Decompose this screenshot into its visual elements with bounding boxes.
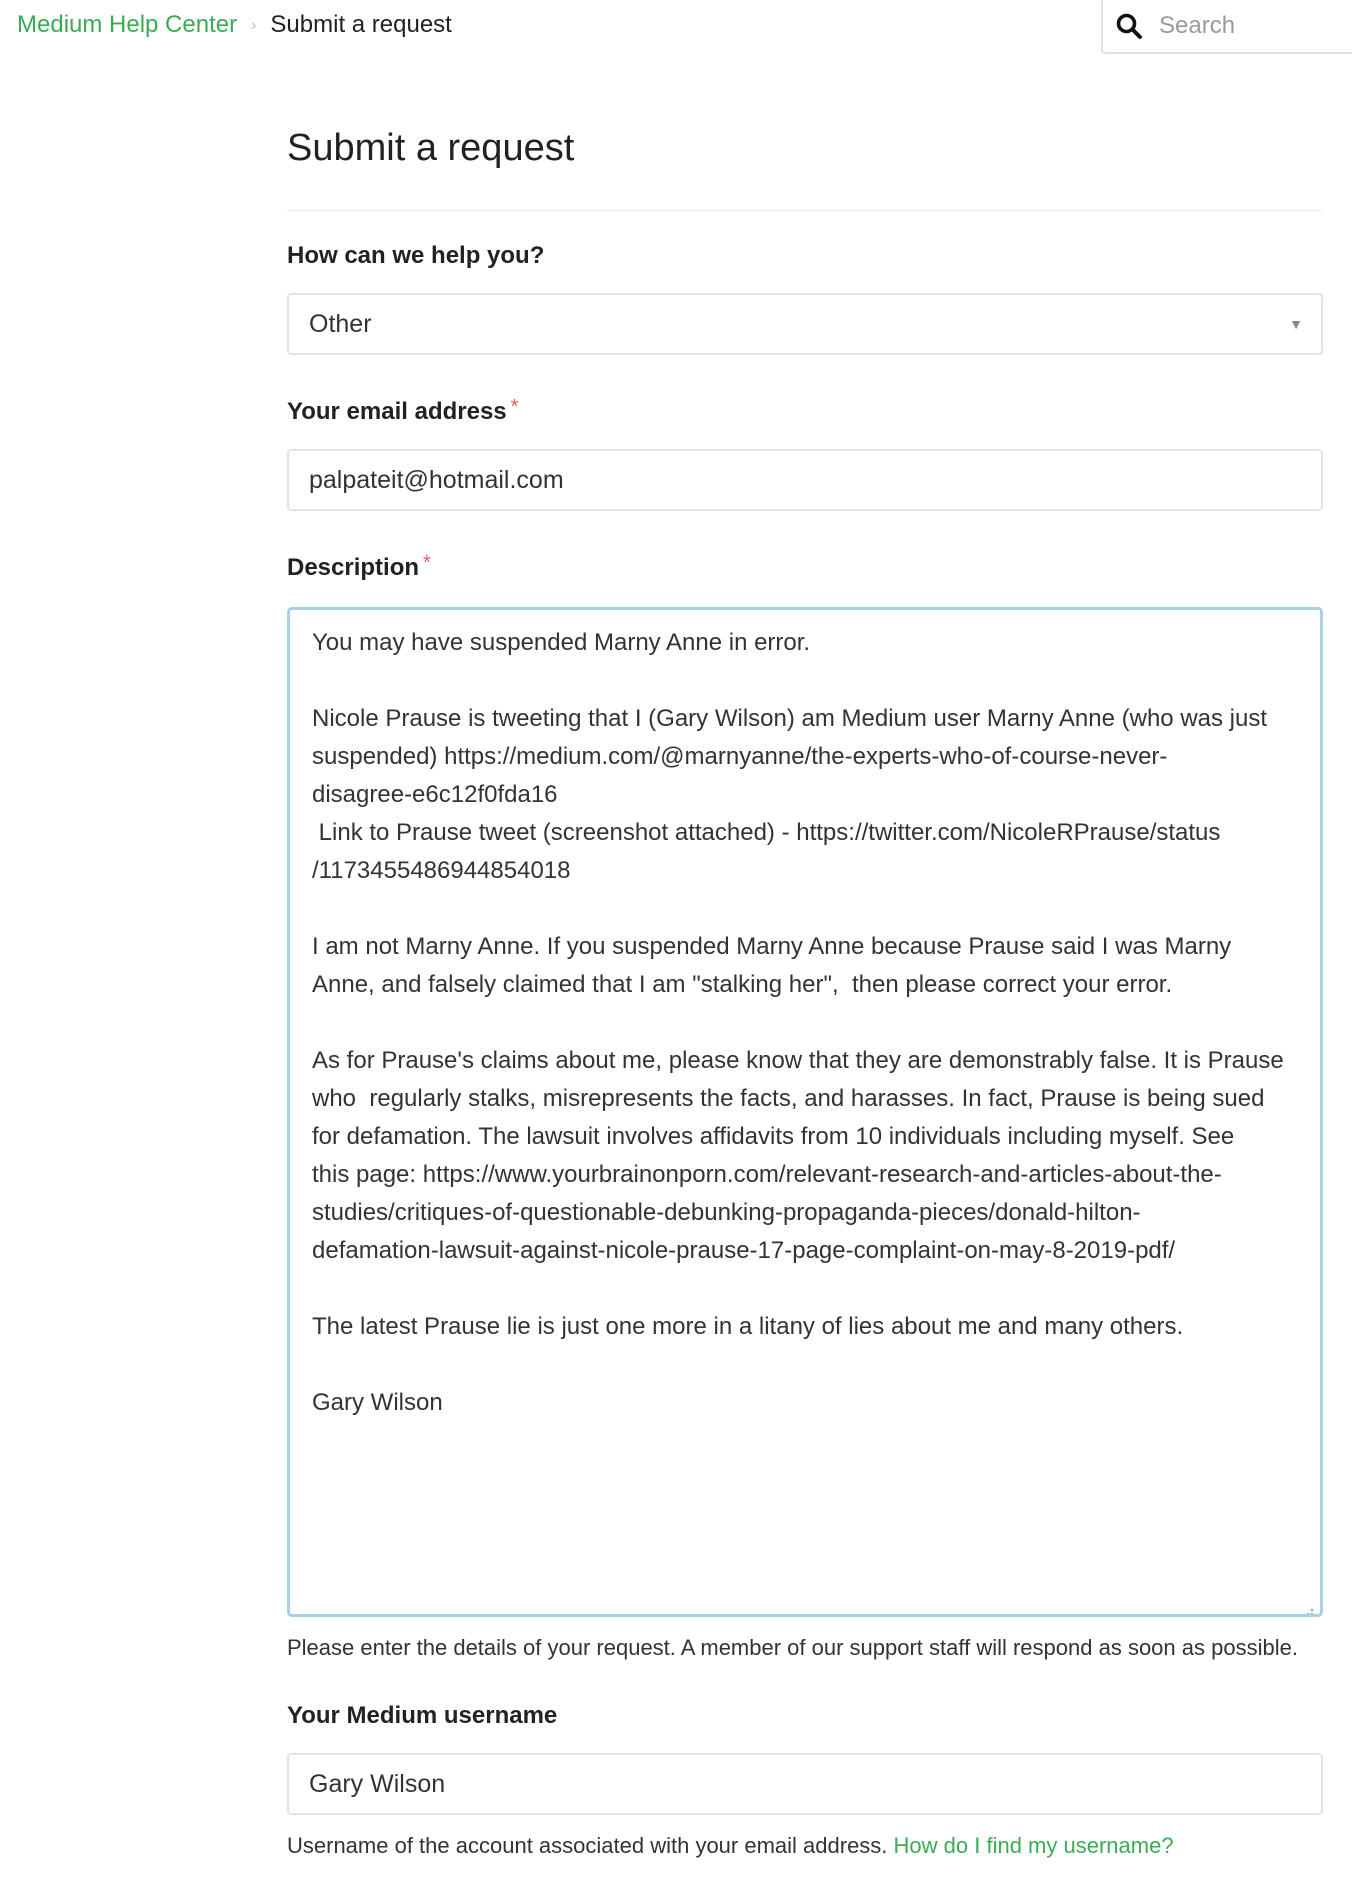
help-topic-label — [287, 241, 1323, 271]
breadcrumb-home-link[interactable]: Medium Help Center — [17, 11, 238, 38]
required-marker: * — [510, 396, 519, 418]
description-hint: Please enter the details of your request. A member of our support staff will respond as soon as possible. — [287, 1635, 1298, 1660]
description-line: You may have suspended Marny Anne in error. — [312, 629, 811, 656]
help-topic-select[interactable] — [287, 293, 1323, 355]
description-line: defamation-lawsuit-against-nicole-prause-17-page-complaint-on-may-8-2019-pdf/ — [312, 1237, 1176, 1264]
search-icon — [1115, 12, 1143, 40]
description-label — [287, 553, 1323, 583]
help-topic-label-text: How can we help you? — [287, 242, 545, 269]
description-line: this page: https://www.yourbrainonporn.com/relevant-research-and-articles-about-the- — [312, 1161, 1222, 1188]
description-line: disagree-e6c12f0fda16 — [312, 781, 558, 808]
username-label-text: Your Medium username — [287, 1702, 558, 1729]
breadcrumb-separator: › — [251, 17, 257, 34]
chevron-down-icon: ▼ — [1289, 316, 1303, 332]
description-line: /1173455486944854018 — [312, 857, 571, 884]
email-label — [287, 397, 1323, 427]
find-username-link[interactable]: How do I find my username? — [893, 1833, 1174, 1858]
search-input[interactable] — [1159, 12, 1319, 40]
breadcrumb-current: Submit a request — [270, 11, 452, 38]
description-blank-line — [312, 890, 1298, 928]
description-textarea[interactable] — [287, 607, 1323, 1617]
description-line: Anne, and falsely claimed that I am "stalking her", then please correct your error. — [312, 971, 1173, 998]
description-line: who regularly stalks, misrepresents the facts, and harasses. In fact, Prause is being sued — [312, 1085, 1265, 1112]
title-divider — [287, 210, 1323, 211]
description-line: Gary Wilson — [312, 1389, 443, 1416]
username-hint-text: Username of the account associated with your email address. — [287, 1833, 888, 1858]
header — [0, 0, 1352, 56]
description-line: The latest Prause lie is just one more in a litany of lies about me and many others. — [312, 1313, 1184, 1340]
description-blank-line — [312, 1346, 1298, 1384]
email-label-text: Your email address — [287, 398, 507, 425]
request-form — [287, 118, 1323, 1859]
description-blank-line — [312, 1004, 1298, 1042]
breadcrumb — [17, 7, 452, 43]
page-title: Submit a request — [287, 127, 575, 169]
description-line: I am not Marny Anne. If you suspended Marny Anne because Prause said I was Marny — [312, 933, 1232, 960]
required-marker: * — [423, 552, 431, 574]
search-box[interactable] — [1101, 0, 1352, 54]
username-hint — [287, 1833, 1323, 1859]
description-label-text: Description — [287, 554, 420, 581]
username-field[interactable] — [287, 1753, 1323, 1815]
email-field[interactable] — [287, 449, 1323, 511]
description-line: Nicole Prause is tweeting that I (Gary Wilson) am Medium user Marny Anne (who was just — [312, 705, 1268, 732]
description-blank-line — [312, 662, 1298, 700]
description-line: for defamation. The lawsuit involves affidavits from 10 individuals including myself. See — [312, 1123, 1235, 1150]
description-blank-line — [312, 1270, 1298, 1308]
username-label — [287, 1701, 1323, 1731]
description-line: studies/critiques-of-questionable-debunking-propaganda-pieces/donald-hilton- — [312, 1199, 1141, 1226]
resize-handle-icon[interactable] — [1300, 1594, 1314, 1608]
help-topic-selected-value: Other — [309, 309, 372, 338]
description-line: As for Prause's claims about me, please know that they are demonstrably false. It is Prause — [312, 1047, 1284, 1074]
description-line: Link to Prause tweet (screenshot attached) - https://twitter.com/NicoleRPrause/status — [312, 819, 1221, 846]
description-line: suspended) https://medium.com/@marnyanne/the-experts-who-of-course-never- — [312, 743, 1168, 770]
